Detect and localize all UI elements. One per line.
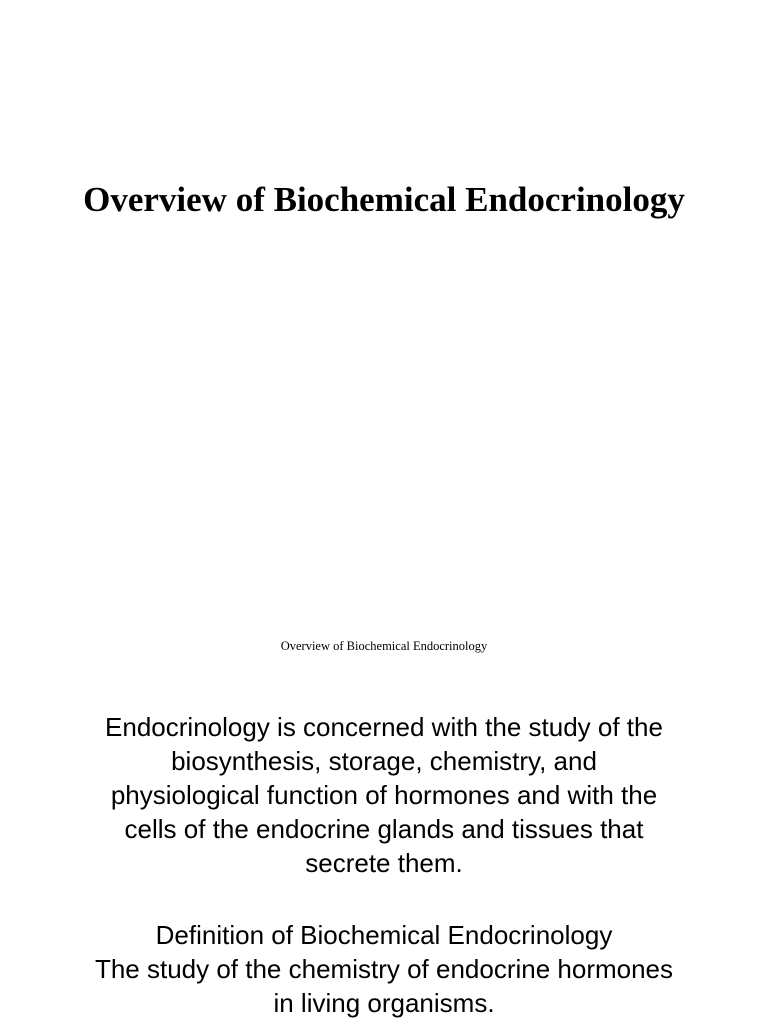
definition-line: The study of the chemistry of endocrine hormones bbox=[94, 954, 674, 984]
paragraph-line: cells of the endocrine glands and tissues that bbox=[124, 814, 644, 844]
paragraph-line: physiological function of hormones and with the bbox=[110, 780, 658, 810]
definition-block bbox=[0, 918, 768, 1020]
paragraph-line: biosynthesis, storage, chemistry, and bbox=[171, 746, 597, 776]
paragraph-line: Endocrinology is concerned with the study of the bbox=[105, 712, 663, 742]
page-title: Overview of Biochemical Endocrinology bbox=[83, 180, 685, 219]
definition-heading: Definition of Biochemical Endocrinology bbox=[155, 920, 613, 950]
definition-line: in living organisms. bbox=[273, 988, 495, 1018]
endocrinology-paragraph bbox=[0, 710, 768, 880]
paragraph-line: secrete them. bbox=[305, 848, 463, 878]
slide-caption: Overview of Biochemical Endocrinology bbox=[280, 639, 488, 653]
